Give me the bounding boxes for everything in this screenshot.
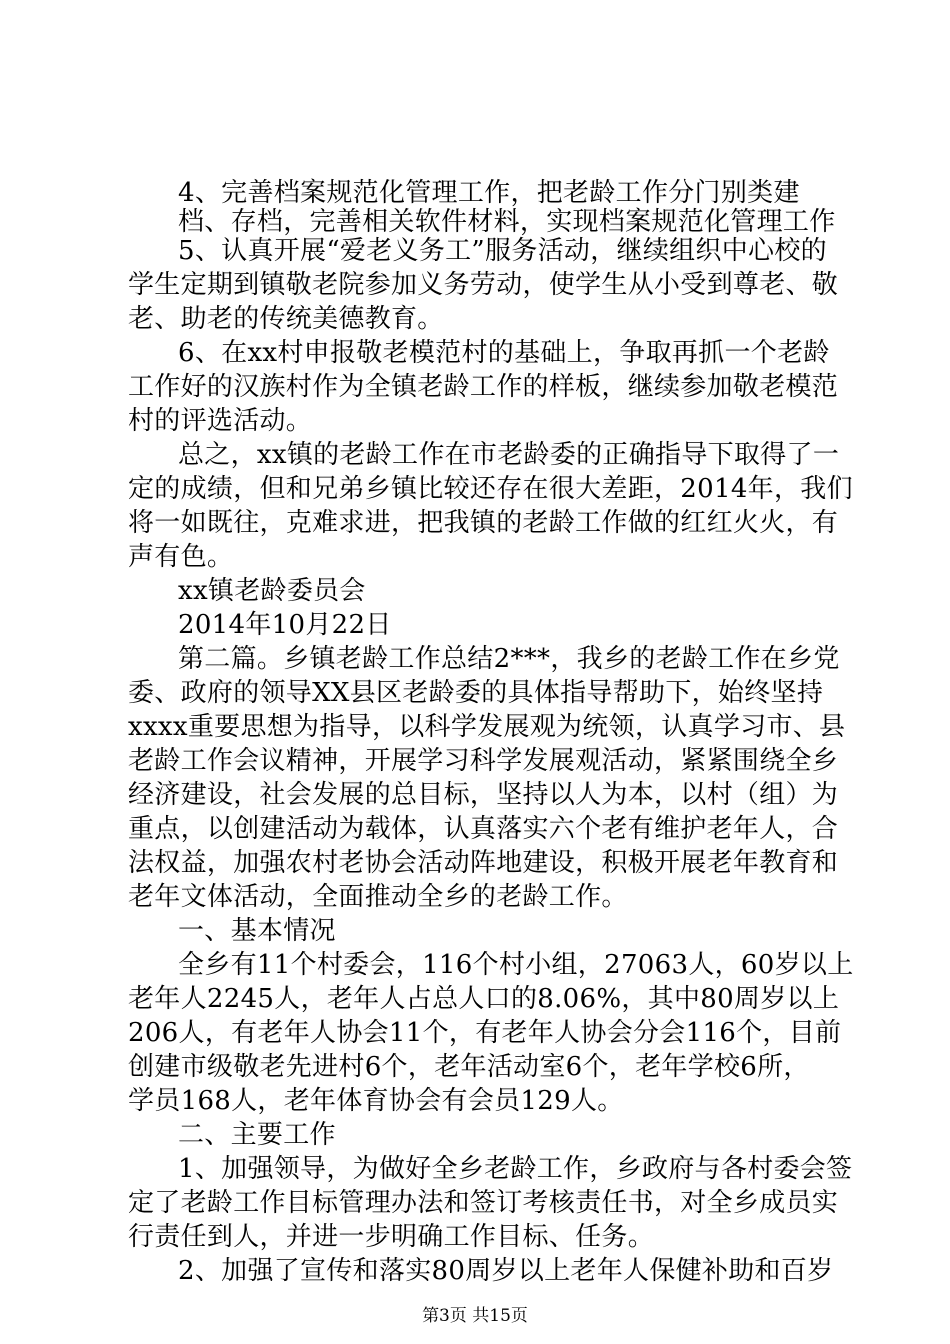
text-line: 定了老龄工作目标管理办法和签订考核责任书，对全乡成员实 (128, 1188, 839, 1218)
text-line: 声有色。 (128, 542, 234, 572)
text-line: 学生定期到镇敬老院参加义务劳动，使学生从小受到尊老、敬 (128, 270, 839, 300)
text-line: xx镇老龄委员会 (178, 576, 366, 606)
text-line: 1、加强领导，为做好全乡老龄工作，乡政府与各村委会签 (178, 1154, 853, 1184)
text-line: 6、在xx村申报敬老模范村的基础上，争取再抓一个老龄 (178, 338, 830, 368)
text-line: 工作好的汉族村作为全镇老龄工作的样板，继续参加敬老模范 (128, 372, 839, 402)
text-line: 全乡有11个村委会，116个村小组，27063人，60岁以上 (178, 950, 854, 980)
text-line: 创建市级敬老先进村6个，老年活动室6个，老年学校6所， (128, 1052, 810, 1082)
text-line: 将一如既往，克难求进，把我镇的老龄工作做的红红火火，有 (128, 508, 839, 538)
page-number-footer: 第3页 共15页 (422, 1306, 528, 1326)
text-line: 档、存档，完善相关软件材料，实现档案规范化管理工作 (178, 207, 836, 237)
text-line: 经济建设，社会发展的总目标，坚持以人为本，以村（组）为 (128, 780, 839, 810)
text-line: 学员168人，老年体育协会有会员129人。 (128, 1086, 624, 1116)
section-heading: 一、基本情况 (178, 916, 336, 946)
text-line: 老龄工作会议精神，开展学习科学发展观活动，紧紧围绕全乡 (128, 746, 839, 776)
text-line: 老年文体活动，全面推动全乡的老龄工作。 (128, 882, 628, 912)
text-line: 总之，xx镇的老龄工作在市老龄委的正确指导下取得了一 (178, 440, 840, 470)
text-line: xxxx重要思想为指导，以科学发展观为统领，认真学习市、县 (128, 712, 846, 742)
text-line: 2、加强了宣传和落实80周岁以上老年人保健补助和百岁 (178, 1256, 834, 1286)
text-line: 5、认真开展“爱老义务工”服务活动，继续组织中心校的 (178, 236, 827, 266)
text-line: 行责任到人，并进一步明确工作目标、任务。 (128, 1222, 655, 1252)
text-line: 村的评选活动。 (128, 406, 313, 436)
text-line: 法权益，加强农村老协会活动阵地建设，积极开展老年教育和 (128, 848, 839, 878)
text-line: 老年人2245人，老年人占总人口的8.06%，其中80周岁以上 (128, 984, 840, 1014)
section-heading: 二、主要工作 (178, 1120, 336, 1150)
text-line: 2014年10月22日 (178, 610, 392, 640)
text-line: 重点，以创建活动为载体，认真落实六个老有维护老年人，合 (128, 814, 839, 844)
text-line: 4、完善档案规范化管理工作，把老龄工作分门别类建 (178, 178, 800, 208)
text-line: 定的成绩，但和兄弟乡镇比较还存在很大差距，2014年，我们 (128, 474, 853, 504)
text-line: 老、助老的传统美德教育。 (128, 304, 444, 334)
text-line: 委、政府的领导XX县区老龄委的具体指导帮助下，始终坚持 (128, 678, 824, 708)
text-line: 第二篇。乡镇老龄工作总结2***，我乡的老龄工作在乡党 (178, 644, 840, 674)
text-line: 206人，有老年人协会11个，有老年人协会分会116个，目前 (128, 1018, 842, 1048)
